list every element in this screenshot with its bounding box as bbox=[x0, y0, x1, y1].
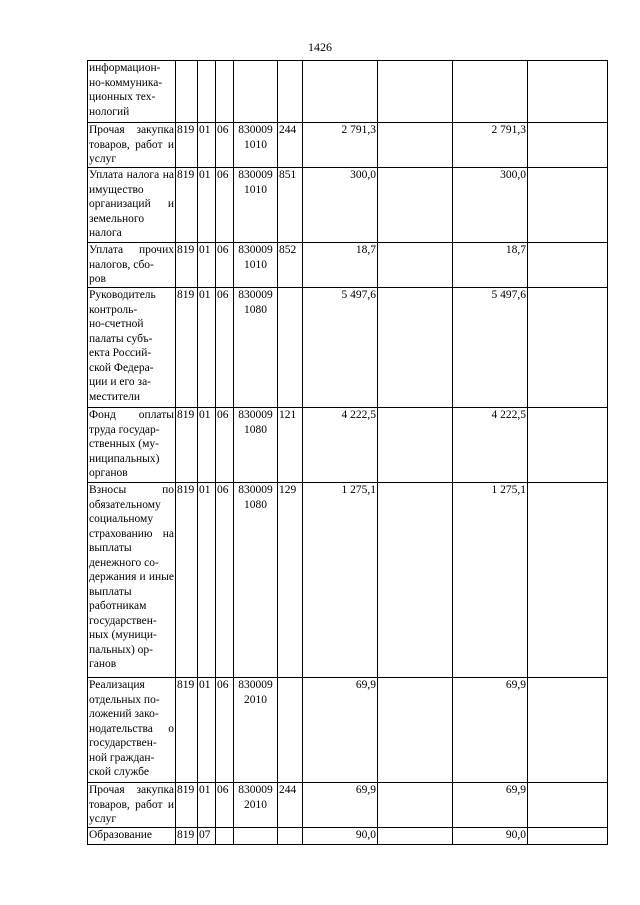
row-vr-cell: 244 bbox=[278, 783, 303, 828]
row-pr-cell: 06 bbox=[216, 288, 234, 408]
row-sum3-cell: 300,0 bbox=[453, 168, 528, 243]
row-rz-cell: 01 bbox=[198, 783, 216, 828]
row-pr-cell: 06 bbox=[216, 243, 234, 288]
row-pr-cell bbox=[216, 61, 234, 123]
row-pr-cell: 06 bbox=[216, 783, 234, 828]
row-sum2-cell bbox=[378, 243, 453, 288]
table-row bbox=[88, 828, 608, 845]
budget-table bbox=[87, 60, 608, 845]
row-sum1-cell: 5 497,6 bbox=[303, 288, 378, 408]
row-sum1-cell: 90,0 bbox=[303, 828, 378, 845]
row-csr-cell: 830009 1010 bbox=[234, 123, 278, 168]
row-name-cell: Уплата налога на имущество организаций и земельного налога bbox=[88, 168, 176, 243]
row-rz-cell: 01 bbox=[198, 243, 216, 288]
table-row bbox=[88, 483, 608, 678]
row-empty-cell bbox=[528, 483, 608, 678]
row-sum2-cell bbox=[378, 408, 453, 483]
row-gr-cell: 819 bbox=[176, 243, 198, 288]
row-vr-cell: 244 bbox=[278, 123, 303, 168]
row-rz-cell: 01 bbox=[198, 123, 216, 168]
table-row bbox=[88, 123, 608, 168]
row-sum3-cell: 4 222,5 bbox=[453, 408, 528, 483]
row-vr-cell bbox=[278, 288, 303, 408]
row-sum2-cell bbox=[378, 678, 453, 783]
row-name-cell: Прочая закупка товаров, работ и услуг bbox=[88, 123, 176, 168]
row-empty-cell bbox=[528, 828, 608, 845]
row-rz-cell: 07 bbox=[198, 828, 216, 845]
row-vr-cell bbox=[278, 678, 303, 783]
row-gr-cell: 819 bbox=[176, 408, 198, 483]
row-name-cell: Реализация отдельных по- ложений зако- нодательства о государствен- ной граждан- ской службе bbox=[88, 678, 176, 783]
row-name-cell: Взносы по обязательному социальному страхованию на выплаты денежного со- держания и иные выплаты работникам государствен- ных (муници- пальных) ор- ганов bbox=[88, 483, 176, 678]
row-sum1-cell: 300,0 bbox=[303, 168, 378, 243]
row-name-cell: Руководитель контроль- но-счетной палаты субъ- екта Россий- ской Федера- ции и его за- местители bbox=[88, 288, 176, 408]
row-vr-cell: 852 bbox=[278, 243, 303, 288]
row-sum2-cell bbox=[378, 61, 453, 123]
row-sum3-cell: 69,9 bbox=[453, 678, 528, 783]
table-row bbox=[88, 288, 608, 408]
row-vr-cell bbox=[278, 828, 303, 845]
row-rz-cell: 01 bbox=[198, 288, 216, 408]
row-csr-cell: 830009 1010 bbox=[234, 168, 278, 243]
row-sum2-cell bbox=[378, 123, 453, 168]
row-sum1-cell: 4 222,5 bbox=[303, 408, 378, 483]
row-sum3-cell: 69,9 bbox=[453, 783, 528, 828]
row-gr-cell: 819 bbox=[176, 168, 198, 243]
row-rz-cell bbox=[198, 61, 216, 123]
table-row bbox=[88, 783, 608, 828]
row-name-cell: Прочая закупка товаров, работ и услуг bbox=[88, 783, 176, 828]
row-pr-cell: 06 bbox=[216, 408, 234, 483]
table-body bbox=[88, 61, 608, 845]
row-gr-cell: 819 bbox=[176, 783, 198, 828]
row-gr-cell: 819 bbox=[176, 288, 198, 408]
row-sum3-cell: 1 275,1 bbox=[453, 483, 528, 678]
row-name-cell: Образование bbox=[88, 828, 176, 845]
row-csr-cell bbox=[234, 61, 278, 123]
row-empty-cell bbox=[528, 288, 608, 408]
row-empty-cell bbox=[528, 123, 608, 168]
row-csr-cell: 830009 1080 bbox=[234, 483, 278, 678]
table-row bbox=[88, 678, 608, 783]
row-gr-cell: 819 bbox=[176, 678, 198, 783]
table-row bbox=[88, 243, 608, 288]
row-name-cell: информацион- но-коммуника- ционных тех- нологий bbox=[88, 61, 176, 123]
row-empty-cell bbox=[528, 783, 608, 828]
row-empty-cell bbox=[528, 168, 608, 243]
row-sum2-cell bbox=[378, 483, 453, 678]
row-sum1-cell: 2 791,3 bbox=[303, 123, 378, 168]
row-sum3-cell bbox=[453, 61, 528, 123]
row-sum1-cell: 18,7 bbox=[303, 243, 378, 288]
row-sum2-cell bbox=[378, 168, 453, 243]
row-gr-cell bbox=[176, 61, 198, 123]
row-vr-cell bbox=[278, 61, 303, 123]
table-row bbox=[88, 408, 608, 483]
row-gr-cell: 819 bbox=[176, 828, 198, 845]
row-csr-cell: 830009 1010 bbox=[234, 243, 278, 288]
row-rz-cell: 01 bbox=[198, 483, 216, 678]
row-name-cell: Уплата прочих налогов, сбо- ров bbox=[88, 243, 176, 288]
row-sum1-cell bbox=[303, 61, 378, 123]
row-pr-cell: 06 bbox=[216, 483, 234, 678]
row-vr-cell: 851 bbox=[278, 168, 303, 243]
row-sum3-cell: 18,7 bbox=[453, 243, 528, 288]
row-gr-cell: 819 bbox=[176, 483, 198, 678]
row-sum2-cell bbox=[378, 288, 453, 408]
row-name-cell: Фонд оплаты труда государ- ственных (му- ниципальных) органов bbox=[88, 408, 176, 483]
row-sum1-cell: 1 275,1 bbox=[303, 483, 378, 678]
row-pr-cell: 06 bbox=[216, 678, 234, 783]
row-vr-cell: 121 bbox=[278, 408, 303, 483]
row-sum3-cell: 5 497,6 bbox=[453, 288, 528, 408]
row-vr-cell: 129 bbox=[278, 483, 303, 678]
row-pr-cell bbox=[216, 828, 234, 845]
table-row bbox=[88, 168, 608, 243]
row-rz-cell: 01 bbox=[198, 408, 216, 483]
row-sum1-cell: 69,9 bbox=[303, 678, 378, 783]
row-sum3-cell: 90,0 bbox=[453, 828, 528, 845]
row-empty-cell bbox=[528, 61, 608, 123]
row-rz-cell: 01 bbox=[198, 168, 216, 243]
row-csr-cell: 830009 1080 bbox=[234, 408, 278, 483]
row-sum2-cell bbox=[378, 828, 453, 845]
row-rz-cell: 01 bbox=[198, 678, 216, 783]
row-empty-cell bbox=[528, 243, 608, 288]
page-number: 1426 bbox=[308, 40, 332, 54]
row-csr-cell bbox=[234, 828, 278, 845]
row-empty-cell bbox=[528, 408, 608, 483]
row-gr-cell: 819 bbox=[176, 123, 198, 168]
table-row bbox=[88, 61, 608, 123]
row-csr-cell: 830009 2010 bbox=[234, 783, 278, 828]
row-sum3-cell: 2 791,3 bbox=[453, 123, 528, 168]
row-sum2-cell bbox=[378, 783, 453, 828]
row-sum1-cell: 69,9 bbox=[303, 783, 378, 828]
row-pr-cell: 06 bbox=[216, 123, 234, 168]
row-csr-cell: 830009 1080 bbox=[234, 288, 278, 408]
row-empty-cell bbox=[528, 678, 608, 783]
row-pr-cell: 06 bbox=[216, 168, 234, 243]
row-csr-cell: 830009 2010 bbox=[234, 678, 278, 783]
